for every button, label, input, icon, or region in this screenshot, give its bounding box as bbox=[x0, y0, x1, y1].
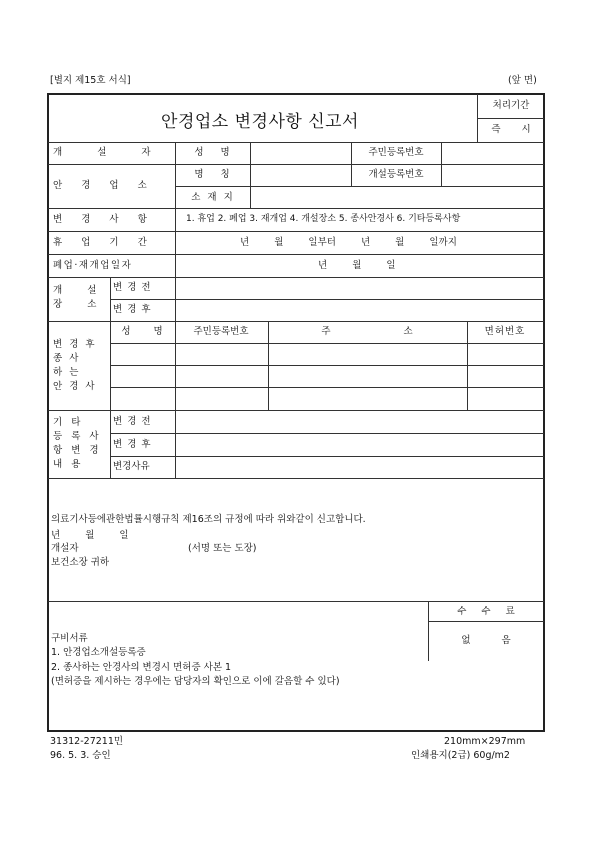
applicant-label: 개설자 bbox=[51, 543, 79, 554]
optician-header-name: 성 명 bbox=[121, 326, 163, 337]
form-title: 안경업소 변경사항 신고서 bbox=[161, 112, 359, 132]
other-changes-group-label: 기 타 등 록 사 항 변 경 내 용 bbox=[53, 417, 99, 470]
processing-period-value: 즉 시 bbox=[491, 124, 531, 135]
optician-group-label: 변 경 후 종 사 하 는 안 경 사 bbox=[53, 339, 95, 392]
other-before-label: 변 경 전 bbox=[113, 416, 151, 427]
reopen-date-value[interactable]: 년 월 일 bbox=[318, 260, 396, 271]
optician-row[interactable] bbox=[111, 388, 543, 409]
resident-no-label: 주민등록번호 bbox=[368, 147, 424, 158]
name-label: 성 명 bbox=[194, 147, 230, 158]
optician-header-resident-no: 주민등록번호 bbox=[193, 326, 249, 337]
location-change-group-label: 개 설 장 소 bbox=[53, 285, 97, 310]
declaration-date[interactable]: 년 월 일 bbox=[51, 530, 129, 541]
documents-title: 구비서류 bbox=[51, 633, 88, 644]
optician-row[interactable] bbox=[111, 366, 543, 386]
establisher-label: 개 설 자 bbox=[53, 147, 151, 158]
footer-paper: 인쇄용지(2급) 60g/m2 bbox=[411, 750, 510, 761]
addressee: 보건소장 귀하 bbox=[51, 557, 110, 568]
location-label: 소 재 지 bbox=[191, 192, 233, 203]
other-after-field[interactable] bbox=[176, 434, 543, 455]
fee-value: 없 음 bbox=[461, 635, 511, 646]
location-field[interactable] bbox=[251, 187, 543, 207]
footer-code: 31312-27211민 bbox=[50, 736, 124, 747]
location-after-label: 변 경 후 bbox=[113, 304, 151, 315]
documents-note: (면허증을 제시하는 경우에는 담당자의 확인으로 이에 갈음할 수 있다) bbox=[51, 676, 340, 687]
signature-hint[interactable]: (서명 또는 도장) bbox=[188, 543, 257, 554]
change-items-options[interactable]: 1. 휴업 2. 폐업 3. 재개업 4. 개설장소 5. 종사안경사 6. 기타등록사항 bbox=[186, 214, 461, 224]
footer-approval: 96. 5. 3. 승인 bbox=[50, 750, 111, 761]
change-reason-field[interactable] bbox=[176, 457, 543, 477]
other-after-label: 변 경 후 bbox=[113, 439, 151, 450]
resident-no-field[interactable] bbox=[442, 143, 543, 163]
location-before-label: 변 경 전 bbox=[113, 282, 151, 293]
establisher-name-field[interactable] bbox=[251, 143, 350, 163]
closure-period-label: 휴 업 기 간 bbox=[53, 237, 147, 248]
shop-label: 안 경 업 소 bbox=[53, 180, 147, 191]
opening-reg-no-field[interactable] bbox=[442, 165, 543, 185]
optician-header-address: 주 소 bbox=[321, 326, 413, 337]
page-side: (앞 면) bbox=[508, 75, 537, 86]
closure-period-value[interactable]: 년 월 일부터 년 월 일까지 bbox=[240, 237, 457, 248]
change-reason-label: 변경사유 bbox=[113, 461, 150, 472]
form-number: [별지 제15호 서식] bbox=[50, 75, 131, 86]
change-items-label: 변 경 사 항 bbox=[53, 214, 147, 225]
documents-item-1: 1. 안경업소개설등록증 bbox=[51, 647, 146, 658]
declaration-statement: 의료기사등에관한법률시행규칙 제16조의 규정에 따라 위와같이 신고합니다. bbox=[51, 514, 366, 525]
other-before-field[interactable] bbox=[176, 411, 543, 432]
location-before-field[interactable] bbox=[176, 278, 543, 298]
shop-name-label: 명 칭 bbox=[194, 169, 230, 180]
optician-row[interactable] bbox=[111, 344, 543, 364]
optician-header-license-no: 면허번호 bbox=[484, 326, 526, 337]
fee-label: 수 수 료 bbox=[457, 606, 515, 617]
documents-item-2: 2. 종사하는 안경사의 변경시 면허증 사본 1 bbox=[51, 662, 232, 673]
shop-name-field[interactable] bbox=[251, 165, 350, 185]
location-after-field[interactable] bbox=[176, 300, 543, 320]
processing-period-label: 처리기간 bbox=[492, 100, 530, 111]
reopen-date-label: 폐업·재개업일자 bbox=[53, 260, 133, 271]
opening-reg-no-label: 개설등록번호 bbox=[368, 169, 424, 180]
footer-size: 210mm×297mm bbox=[444, 736, 526, 747]
